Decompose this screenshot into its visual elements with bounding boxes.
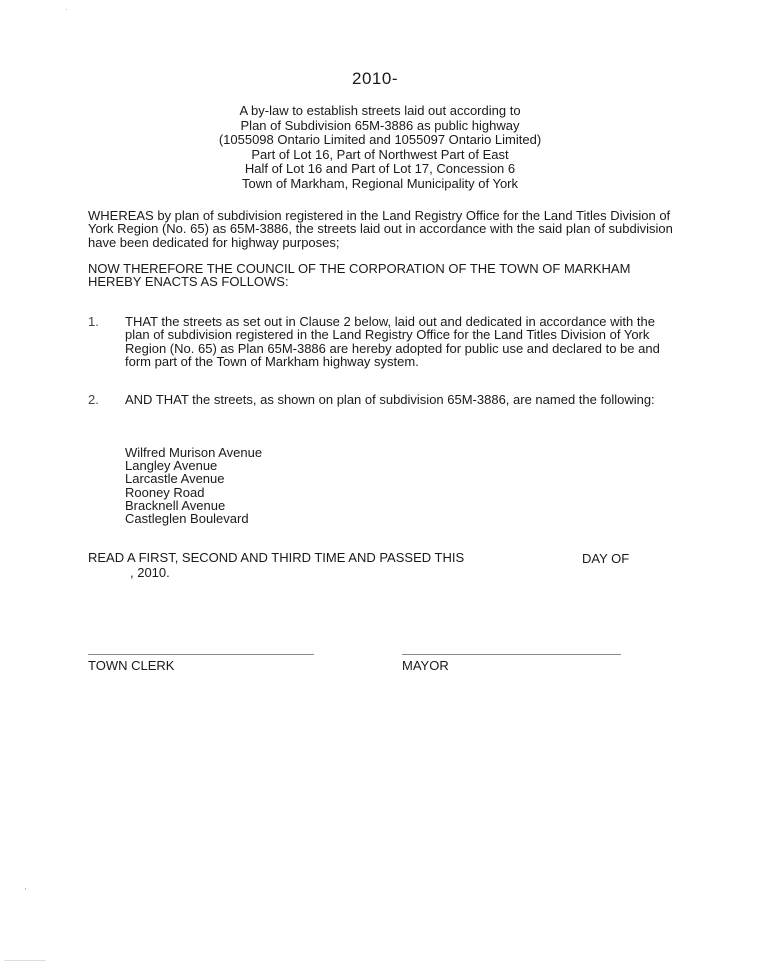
bylaw-title (160, 104, 600, 192)
title-line: Part of Lot 16, Part of Northwest Part of East (251, 146, 509, 162)
clause-number: 1. (88, 314, 99, 329)
scan-speck (66, 9, 67, 10)
clause-text: AND THAT the streets, as shown on plan of subdivision 65M-3886, are named the following: (125, 392, 655, 407)
readings-day-of: DAY OF (582, 551, 630, 566)
whereas-paragraph: WHEREAS by plan of subdivision registered in the Land Registry Office for the Land Titles Division of York Region (No. 65) as 65M-3886, the streets laid out in accordance with the said plan of subdivision have been dedicated for highway purposes; (88, 208, 673, 250)
street-name: Wilfred Murison Avenue (125, 445, 263, 460)
title-line: (1055098 Ontario Limited and 1055097 Ontario Limited) (218, 132, 542, 148)
title-line: A by-law to establish streets laid out according to (239, 103, 521, 118)
clerk-signature-line (88, 654, 314, 655)
title-line: Plan of Subdivision 65M-3886 as public highway (240, 117, 520, 133)
street-name: Castleglen Boulevard (125, 511, 249, 527)
street-name: Rooney Road (125, 484, 205, 500)
clause-text: THAT the streets as set out in Clause 2 below, laid out and dedicated in accordance with the plan of subdivision registered in the Land Registry Office for the Land Titles Division of York Region (No. 65) as Plan 65M-3886 are hereby adopted for public use and declared to be and form part of the Town of Markham highway system. (125, 314, 660, 370)
enacting-clause: NOW THEREFORE THE COUNCIL OF THE CORPORATION OF THE TOWN OF MARKHAM HEREBY ENACTS AS FOLLOWS: (88, 261, 631, 290)
mayor-signature-label: MAYOR (402, 658, 449, 673)
street-name: Larcastle Avenue (125, 471, 225, 487)
mayor-signature-line (402, 654, 621, 655)
street-name-list (125, 446, 262, 525)
readings-statement: READ A FIRST, SECOND AND THIRD TIME AND PASSED THIS (88, 550, 465, 565)
scan-speck (4, 960, 46, 961)
readings-year: , 2010. (130, 565, 170, 580)
clerk-signature-label: TOWN CLERK (88, 658, 175, 673)
street-name: Bracknell Avenue (125, 497, 226, 513)
scan-speck (25, 888, 26, 890)
street-name: Langley Avenue (125, 458, 218, 474)
bylaw-number: 2010- (352, 69, 398, 88)
clause-number: 2. (88, 392, 99, 407)
title-line: Half of Lot 16 and Part of Lot 17, Concession 6 (244, 161, 516, 177)
title-line: Town of Markham, Regional Municipality of York (241, 175, 519, 191)
